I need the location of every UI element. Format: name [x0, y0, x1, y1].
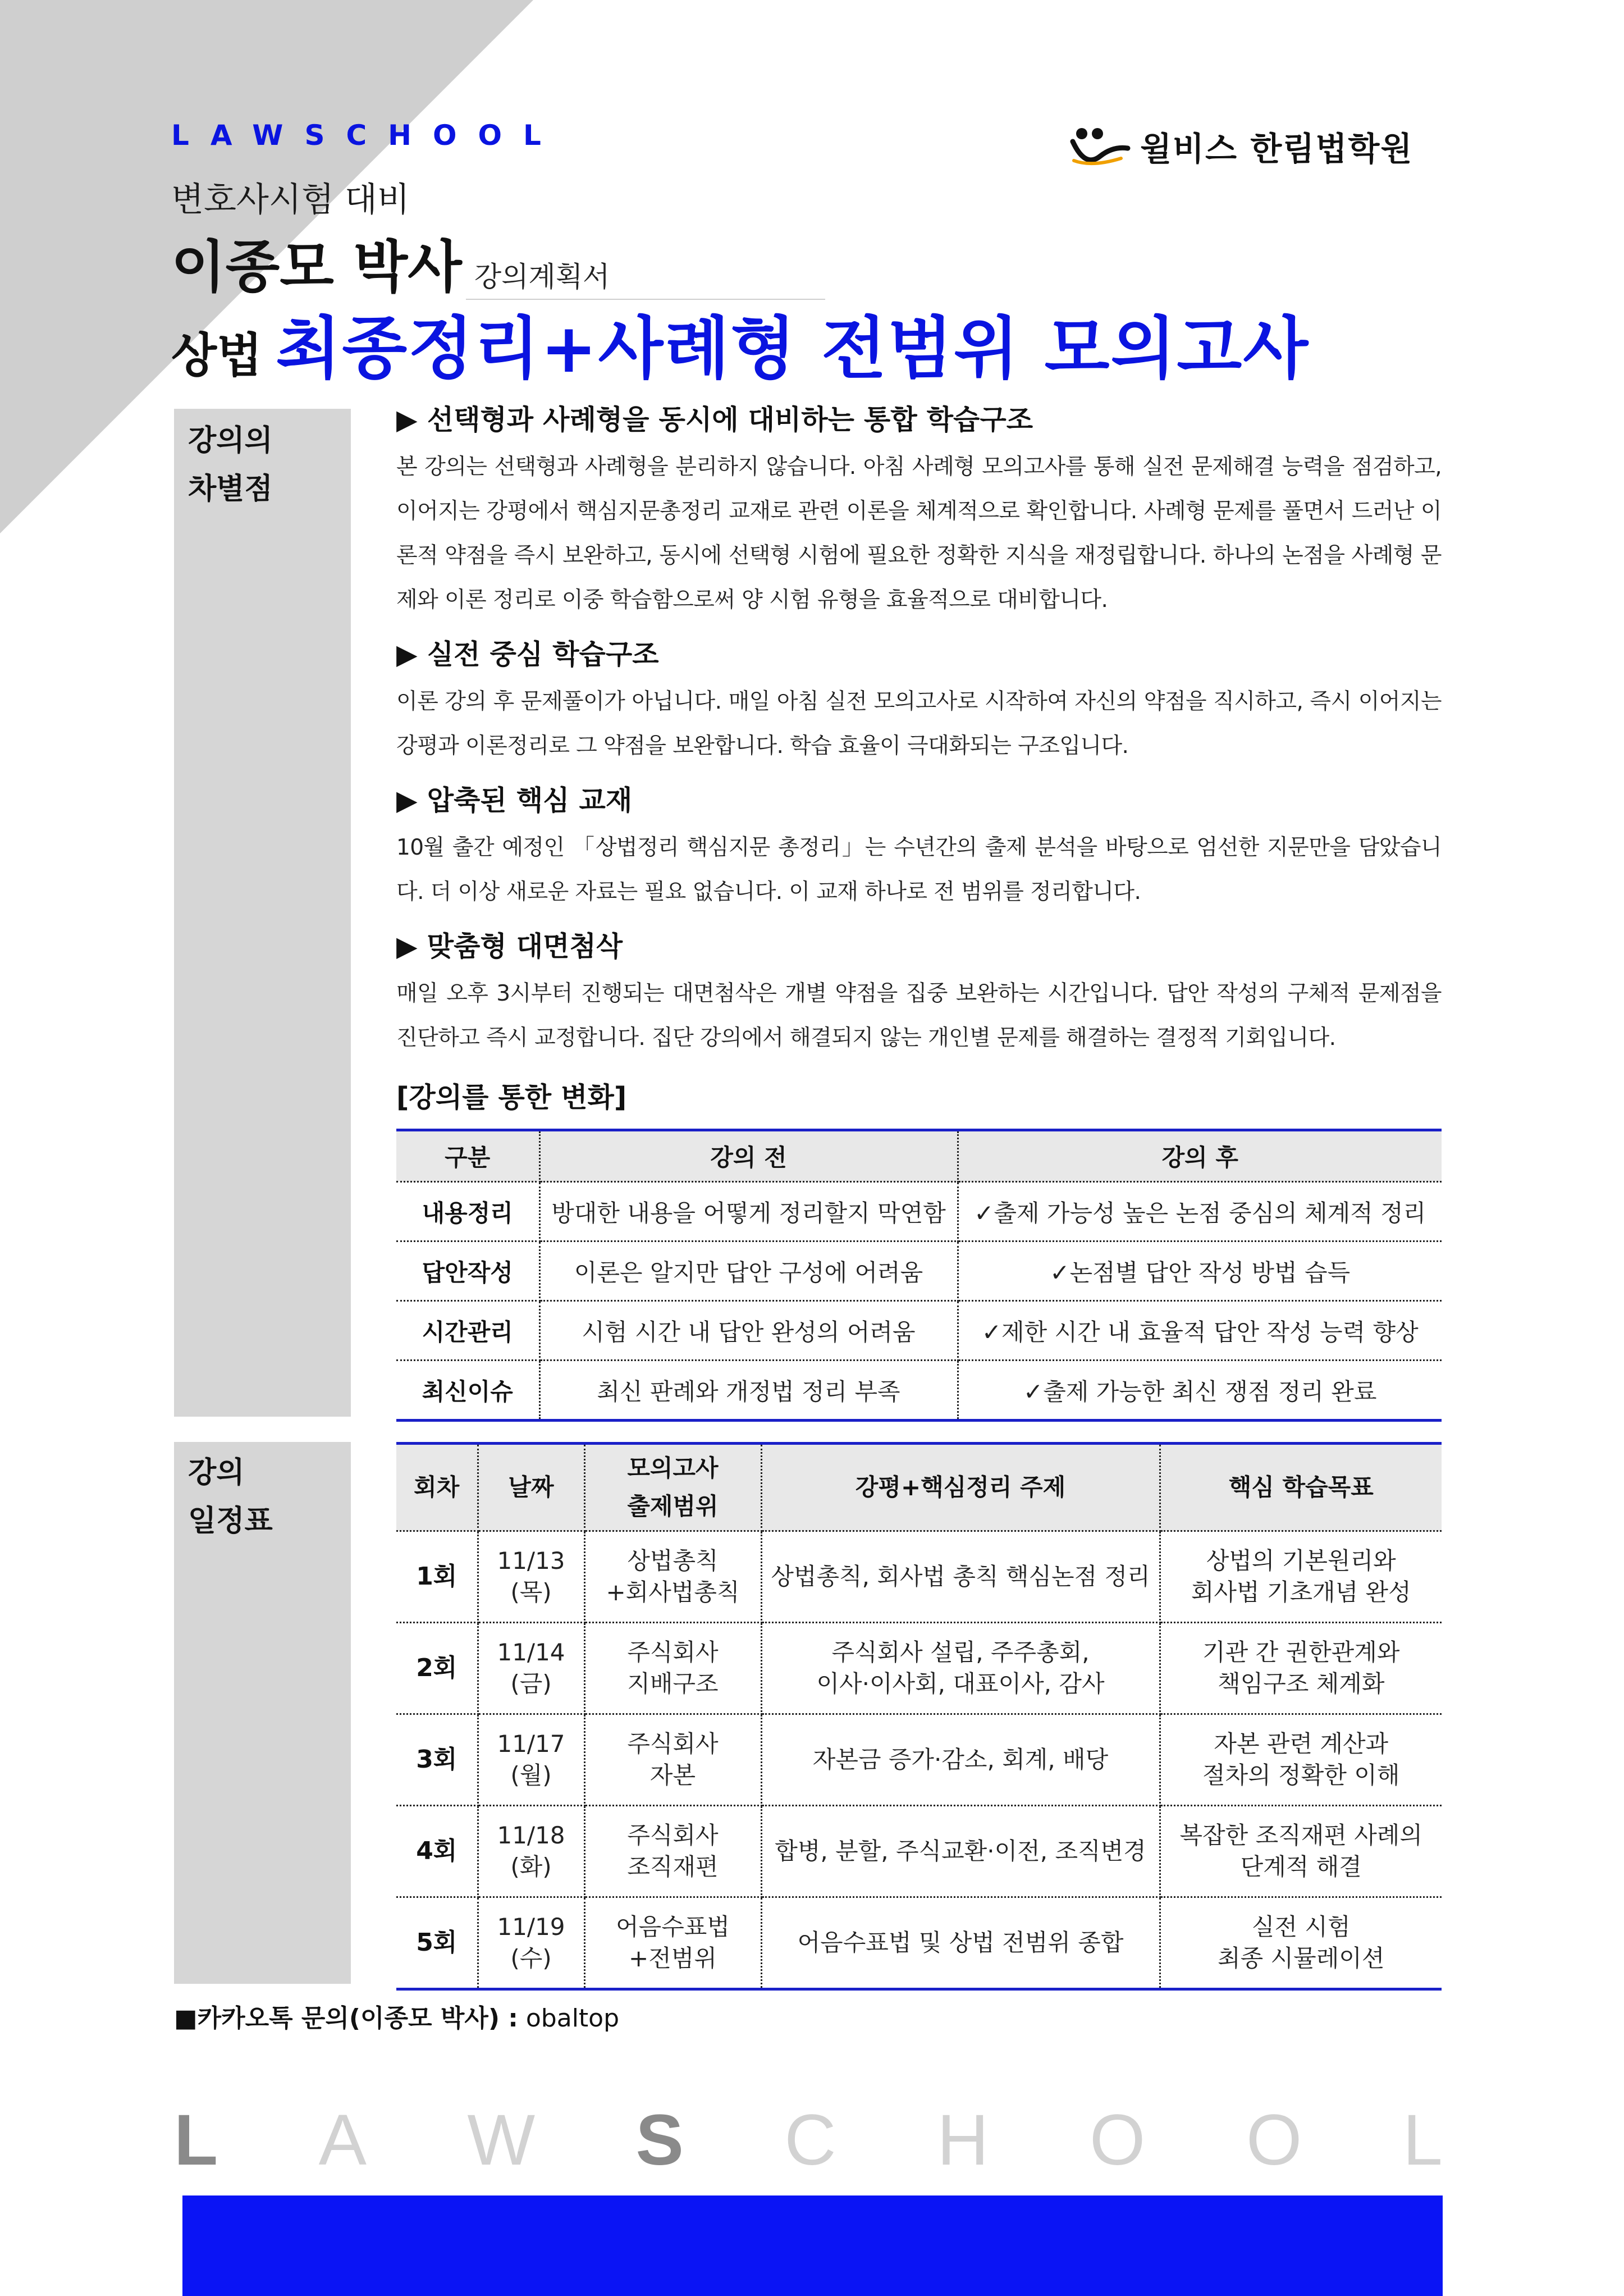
header-category: 구분 [396, 1130, 539, 1182]
date-value: 11/14 [497, 1638, 565, 1666]
footer-letter: H [937, 2100, 989, 2180]
scope-line1: 어음수표법 [616, 1913, 730, 1941]
goal-line1: 복잡한 조직재편 사례의 [1179, 1822, 1422, 1849]
row-goal [1160, 1897, 1442, 1989]
topic-line1: 합병, 분할, 주식교환·이전, 조직변경 [775, 1837, 1146, 1865]
footer-letter: S [635, 2100, 684, 2180]
plan-label: 강의계획서 [474, 261, 610, 293]
footer-blue-bar [182, 2195, 1443, 2296]
row-after: ✓출제 가능성 높은 논점 중심의 체계적 정리 [958, 1182, 1442, 1241]
row-scope [584, 1531, 761, 1623]
row-round: 1회 [396, 1531, 478, 1623]
row-date [478, 1531, 584, 1623]
section-body: 이론 강의 후 문제풀이가 아닙니다. 매일 아침 실전 모의고사로 시작하여 자신의 약점을 직시하고, 즉시 이어지는 강평과 이론정리로 그 약점을 보완합니다. 학습 효율이 극대화되는 구조입니다. [396, 689, 1442, 759]
schedule-row [396, 1623, 1442, 1714]
topic-line1: 상법총칙, 회사법 총칙 핵심논점 정리 [771, 1563, 1150, 1590]
row-goal [1160, 1714, 1442, 1806]
goal-line2: 회사법 기초개념 완성 [1191, 1578, 1411, 1606]
goal-line1: 상법의 기본원리와 [1206, 1547, 1396, 1574]
section-heading: ▶ 압축된 핵심 교재 [396, 784, 633, 816]
instructor-line [171, 222, 610, 303]
row-round: 2회 [396, 1623, 478, 1714]
section-body: 10월 출간 예정인 「상법정리 핵심지문 총정리」는 수년간의 출제 분석을 바탕으로 엄선한 지문만을 담았습니다. 더 이상 새로운 자료는 필요 없습니다. 이 교재 하나로 전 범위를 정리합니다. [396, 835, 1442, 905]
differences-sidebar [174, 409, 351, 1417]
contact-line [174, 1998, 619, 2034]
schedule-row [396, 1897, 1442, 1989]
row-category: 시간관리 [396, 1301, 539, 1361]
row-round: 4회 [396, 1806, 478, 1897]
topic-line1: 어음수표법 및 상법 전범위 종합 [797, 1929, 1124, 1956]
schedule-row [396, 1531, 1442, 1623]
exam-prep-label: 변호사시험 대비 [171, 180, 410, 220]
schedule-label-1: 강의 [188, 1456, 245, 1490]
row-goal [1160, 1806, 1442, 1897]
header-after: 강의 후 [958, 1130, 1442, 1182]
row-topic [761, 1531, 1160, 1623]
changes-title: [강의를 통한 변화] [396, 1081, 627, 1113]
footer-letter: C [784, 2100, 836, 2180]
section-heading: ▶ 실전 중심 학습구조 [396, 638, 659, 670]
scope-line1: 주식회사 [627, 1730, 719, 1758]
row-topic [761, 1897, 1160, 1989]
scope-line2: +전범위 [629, 1944, 717, 1972]
row-before: 방대한 내용을 어떻게 정리할지 막연함 [539, 1182, 958, 1241]
header-scope-line2: 출제범위 [627, 1492, 719, 1520]
changes-header-row [396, 1130, 1442, 1182]
brand-tag: LAWSCHOOL [171, 119, 562, 152]
footer-letter: O [1246, 2100, 1302, 2180]
schedule-header-row [396, 1444, 1442, 1531]
topic-line2: 이사·이사회, 대표이사, 감사 [816, 1670, 1105, 1697]
footer-letter: O [1089, 2100, 1146, 2180]
row-date [478, 1714, 584, 1806]
header-date: 날짜 [478, 1444, 584, 1531]
header-scope [584, 1444, 761, 1531]
differences-content [396, 400, 1442, 1132]
row-round: 5회 [396, 1897, 478, 1989]
goal-line2: 최종 시뮬레이션 [1218, 1944, 1385, 1972]
instructor-name: 이종모 박사 [171, 234, 462, 300]
row-category: 내용정리 [396, 1182, 539, 1241]
schedule-row [396, 1806, 1442, 1897]
course-title-line [171, 295, 1309, 391]
header-goal: 핵심 학습목표 [1160, 1444, 1442, 1531]
changes-table [396, 1129, 1442, 1422]
course-title: 최종정리+사례형 전범위 모의고사 [276, 310, 1310, 388]
schedule-label-2: 일정표 [188, 1504, 273, 1538]
header-before: 강의 전 [539, 1130, 958, 1182]
scope-line2: 자본 [649, 1761, 696, 1789]
row-date [478, 1897, 584, 1989]
row-scope [584, 1806, 761, 1897]
day-value: (화) [510, 1853, 552, 1880]
row-topic [761, 1623, 1160, 1714]
footer-letter: L [1402, 2100, 1443, 2180]
row-topic [761, 1714, 1160, 1806]
row-before: 최신 판례와 개정법 정리 부족 [539, 1361, 958, 1421]
footer-letter: L [174, 2100, 218, 2180]
scope-line1: 주식회사 [627, 1638, 719, 1666]
section-feedback [396, 926, 1442, 1060]
row-date [478, 1806, 584, 1897]
logo-text: 윌비스 한림법학원 [1140, 130, 1413, 168]
row-after: ✓제한 시간 내 효율적 답안 작성 능력 향상 [958, 1301, 1442, 1361]
row-date [478, 1623, 584, 1714]
date-value: 11/17 [497, 1730, 565, 1758]
row-category: 답안작성 [396, 1241, 539, 1301]
date-value: 11/19 [497, 1913, 565, 1941]
contact-label: ■카카오톡 문의(이종모 박사) : [174, 2004, 518, 2033]
differences-label-1: 강의의 [188, 424, 273, 458]
row-round: 3회 [396, 1714, 478, 1806]
goal-line2: 절차의 정확한 이해 [1202, 1761, 1400, 1789]
section-heading: ▶ 맞춤형 대면첨삭 [396, 930, 623, 962]
academy-logo [1069, 122, 1413, 170]
footer-lawschool-wordmark [174, 2099, 1443, 2181]
schedule-row [396, 1714, 1442, 1806]
scope-line2: 조직재편 [627, 1853, 719, 1880]
row-before: 이론은 알지만 답안 구성에 어려움 [539, 1241, 958, 1301]
section-textbook [396, 780, 1442, 914]
goal-line2: 책임구조 체계화 [1218, 1670, 1385, 1697]
scope-line2: +회사법총칙 [606, 1578, 740, 1606]
table-row [396, 1301, 1442, 1361]
section-body: 본 강의는 선택형과 사례형을 분리하지 않습니다. 아침 사례형 모의고사를 통해 실전 문제해결 능력을 점검하고, 이어지는 강평에서 핵심지문총정리 교재로 관련 이론을 체계적으로 확인합니다. 사례형 문제를 풀면서 드러난 이론적 약점을 즉시 보완하고, 동시에 선택형 시험에 필요한 정확한 지식을 재정립합니다. 하나의 논점을 사례형 문제와 이론 정리로 이중 학습함으로써 양 시험 유형을 효율적으로 대비합니다. [396, 454, 1442, 613]
scope-line1: 주식회사 [627, 1822, 719, 1849]
date-value: 11/13 [497, 1547, 565, 1574]
footer-letter: A [318, 2100, 367, 2180]
goal-line1: 실전 시험 [1251, 1913, 1351, 1941]
contact-id: obaltop [525, 2004, 620, 2033]
day-value: (월) [510, 1761, 552, 1789]
row-topic [761, 1806, 1160, 1897]
day-value: (금) [510, 1670, 552, 1697]
differences-label-2: 차별점 [188, 472, 273, 506]
topic-line1: 주식회사 설립, 주주총회, [831, 1638, 1090, 1666]
section-heading: ▶ 선택형과 사례형을 동시에 대비하는 통합 학습구조 [396, 404, 1033, 436]
section-practical [396, 635, 1442, 768]
row-after: ✓출제 가능한 최신 쟁점 정리 완료 [958, 1361, 1442, 1421]
scope-line1: 상법총칙 [627, 1547, 719, 1574]
goal-line1: 기관 간 권한관계와 [1202, 1638, 1400, 1666]
row-goal [1160, 1623, 1442, 1714]
footer-letter: W [467, 2100, 536, 2180]
willbes-logo-icon [1069, 124, 1131, 168]
course-subject: 상법 [171, 328, 263, 383]
header-scope-line1: 모의고사 [627, 1454, 719, 1482]
scope-line2: 지배구조 [627, 1670, 719, 1697]
schedule-table [396, 1442, 1442, 1991]
table-row [396, 1361, 1442, 1421]
row-before: 시험 시간 내 답안 완성의 어려움 [539, 1301, 958, 1361]
row-goal [1160, 1531, 1442, 1623]
header-topic: 강평+핵심정리 주제 [761, 1444, 1160, 1531]
table-row [396, 1182, 1442, 1241]
day-value: (수) [510, 1944, 552, 1972]
table-row [396, 1241, 1442, 1301]
row-after: ✓논점별 답안 작성 방법 습득 [958, 1241, 1442, 1301]
row-scope [584, 1623, 761, 1714]
goal-line2: 단계적 해결 [1240, 1853, 1362, 1880]
row-category: 최신이슈 [396, 1361, 539, 1421]
header-round: 회차 [396, 1444, 478, 1531]
topic-line1: 자본금 증가·감소, 회계, 배당 [812, 1746, 1109, 1773]
row-scope [584, 1897, 761, 1989]
section-body: 매일 오후 3시부터 진행되는 대면첨삭은 개별 약점을 집중 보완하는 시간입니다. 답안 작성의 구체적 문제점을 진단하고 즉시 교정합니다. 집단 강의에서 해결되지 않는 개인별 문제를 해결하는 결정적 기회입니다. [396, 981, 1442, 1051]
goal-line1: 자본 관련 계산과 [1214, 1730, 1389, 1758]
date-value: 11/18 [497, 1822, 565, 1849]
day-value: (목) [510, 1578, 552, 1606]
row-scope [584, 1714, 761, 1806]
section-integrated [396, 400, 1442, 622]
